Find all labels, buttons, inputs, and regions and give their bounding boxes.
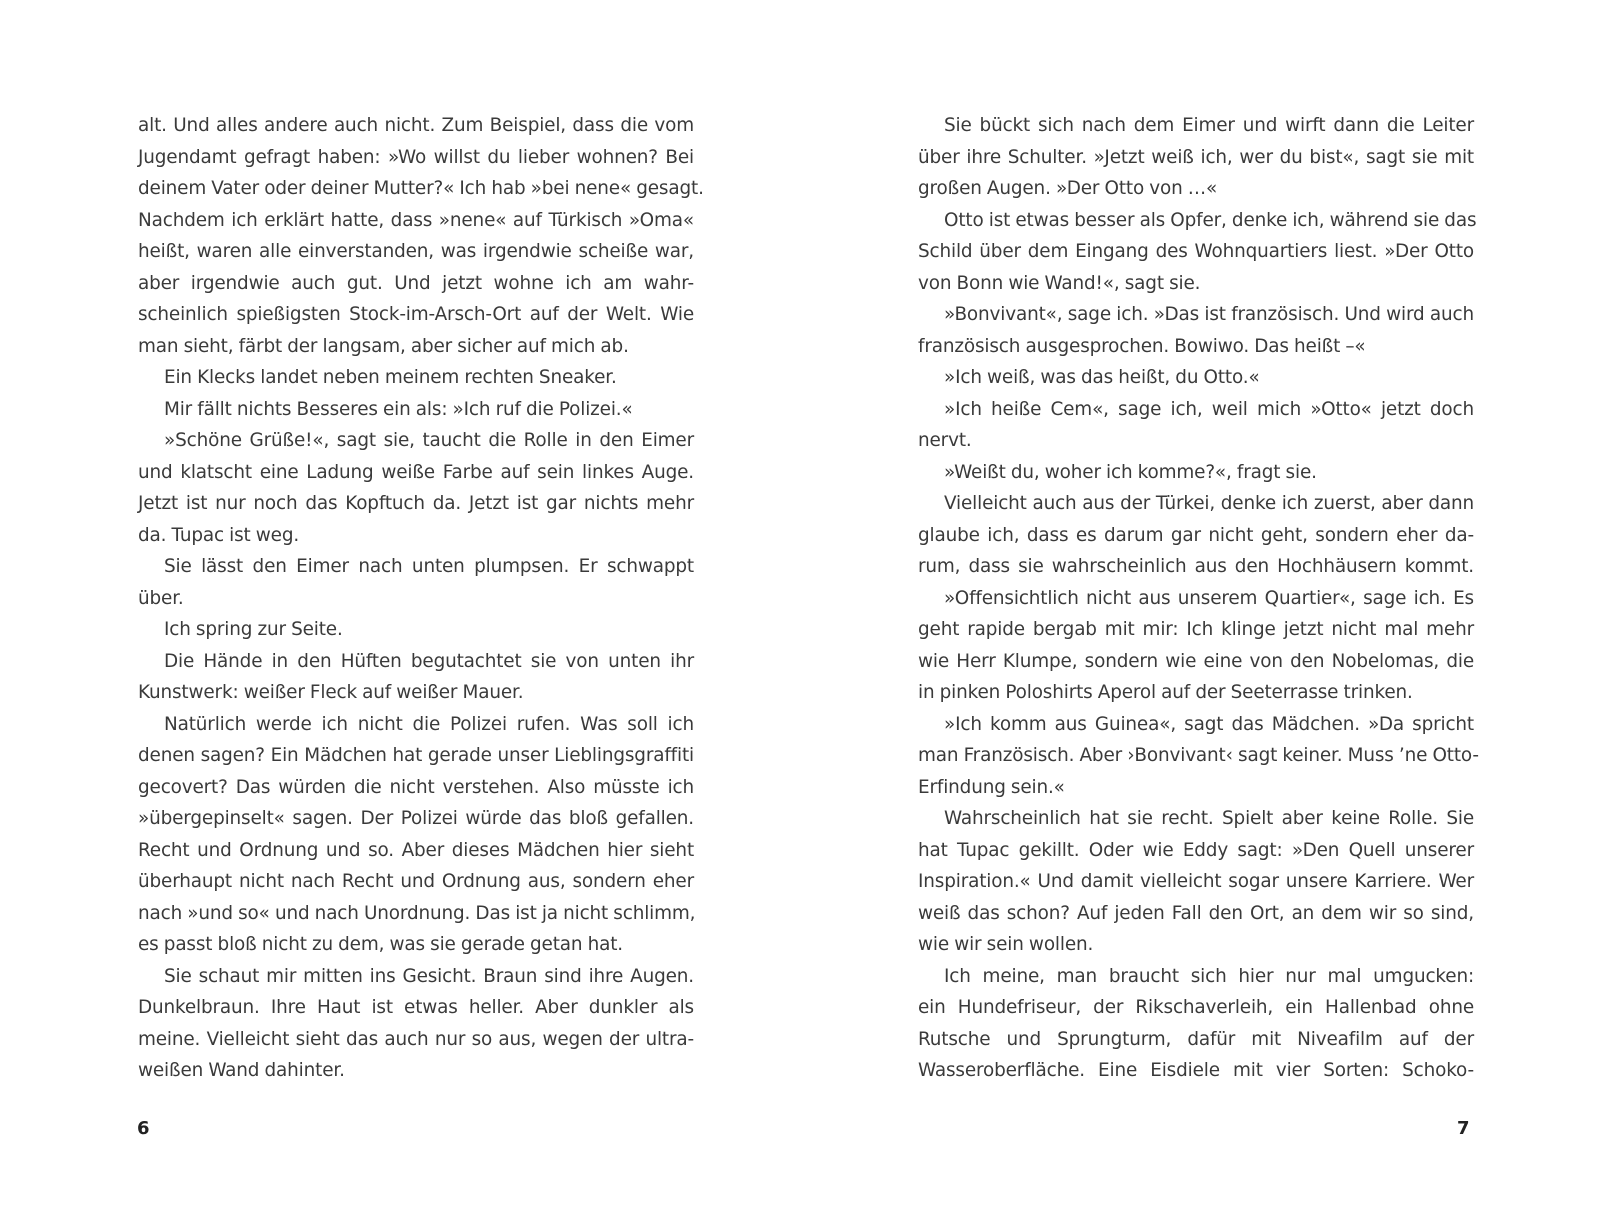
text-line: französisch ausgesprochen. Bowiwo. Das heißt –« <box>918 335 1366 357</box>
text-line: und klatscht eine Ladung weiße Farbe auf sein linkes Auge. <box>138 461 694 483</box>
text-line: »Ich weiß, was das heißt, du Otto.« <box>944 367 1260 388</box>
text-line: Sie lässt den Eimer nach unten plumpsen. Er schwappt <box>164 556 694 577</box>
text-line: großen Augen. »Der Otto von …« <box>918 178 1218 199</box>
page-number-left: 6 <box>137 1118 150 1139</box>
text-line: man Französisch. Aber ›Bonvivant‹ sagt keiner. Muss ’ne Otto- <box>918 745 1479 766</box>
text-line: Wasseroberfläche. Eine Eisdiele mit vier Sorten: Schoko- <box>918 1060 1474 1081</box>
text-line: geht rapide bergab mit mir: Ich klinge jetzt nicht mal mehr <box>918 619 1474 640</box>
text-line: über ihre Schulter. »Jetzt weiß ich, wer du bist«, sagt sie mit <box>918 146 1474 168</box>
text-line: Ein Klecks landet neben meinem rechten Sneaker. <box>164 367 617 388</box>
text-line: heißt, waren alle einverstanden, was irgendwie scheiße war, <box>138 241 694 262</box>
text-line: Rutsche und Sprungturm, dafür mit Niveafilm auf der <box>918 1028 1474 1050</box>
text-line: »Weißt du, woher ich komme?«, fragt sie. <box>944 461 1317 483</box>
text-line: es passt bloß nicht zu dem, was sie gerade getan hat. <box>138 934 623 955</box>
text-line: »übergepinselt« sagen. Der Polizei würde das bloß gefallen. <box>138 808 694 829</box>
text-line: glaube ich, dass es darum gar nicht geht, sondern eher da- <box>918 524 1474 546</box>
text-line: Die Hände in den Hüften begutachtet sie von unten ihr <box>164 650 694 672</box>
text-line: Wahrscheinlich hat sie recht. Spielt aber keine Rolle. Sie <box>944 808 1474 829</box>
text-line: Inspiration.« Und damit vielleicht sogar unsere Karriere. Wer <box>918 871 1474 892</box>
text-line: scheinlich spießigsten Stock-im-Arsch-Ort auf der Welt. Wie <box>138 304 694 325</box>
text-line: in pinken Poloshirts Aperol auf der Seeterrasse trinken. <box>918 682 1413 703</box>
text-line: Otto ist etwas besser als Opfer, denke ich, während sie das <box>944 209 1477 231</box>
text-line: nach »und so« und nach Unordnung. Das ist ja nicht schlimm, <box>138 902 696 924</box>
left-page-text <box>138 110 704 1087</box>
text-line: ein Hundefriseur, der Rikschaverleih, ein Hallenbad ohne <box>918 997 1474 1018</box>
text-line: Kunstwerk: weißer Fleck auf weißer Mauer. <box>138 682 524 703</box>
text-line: überhaupt nicht nach Recht und Ordnung aus, sondern eher <box>138 871 694 892</box>
text-line: Erfindung sein.« <box>918 776 1065 798</box>
text-line: meine. Vielleicht sieht das auch nur so aus, wegen der ultra- <box>138 1028 694 1050</box>
text-line: Nachdem ich erklärt hatte, dass »nene« auf Türkisch »Oma« <box>138 209 694 231</box>
page-number-right: 7 <box>1457 1118 1470 1139</box>
text-line: über. <box>138 587 184 609</box>
text-line: gecovert? Das würden die nicht verstehen. Also müsste ich <box>138 776 694 798</box>
text-line: nervt. <box>918 430 972 451</box>
text-line: Natürlich werde ich nicht die Polizei rufen. Was soll ich <box>164 713 694 735</box>
text-line: alt. Und alles andere auch nicht. Zum Beispiel, dass die vom <box>138 115 694 136</box>
text-line: rum, dass sie wahrscheinlich aus den Hochhäusern kommt. <box>918 556 1474 577</box>
text-line: Vielleicht auch aus der Türkei, denke ich zuerst, aber dann <box>944 493 1474 514</box>
text-line: man sieht, färbt der langsam, aber sicher auf mich ab. <box>138 335 629 357</box>
text-line: Ich spring zur Seite. <box>164 619 343 640</box>
text-line: deinem Vater oder deiner Mutter?« Ich hab »bei nene« gesagt. <box>138 178 704 199</box>
text-line: hat Tupac gekillt. Oder wie Eddy sagt: »Den Quell unserer <box>918 839 1474 861</box>
text-line: »Offensichtlich nicht aus unserem Quartier«, sage ich. Es <box>944 587 1474 609</box>
text-line: Ich meine, man braucht sich hier nur mal umgucken: <box>944 965 1474 987</box>
text-line: von Bonn wie Wand!«, sagt sie. <box>918 272 1201 294</box>
text-line: Jetzt ist nur noch das Kopftuch da. Jetzt ist gar nichts mehr <box>138 493 694 514</box>
text-line: wie wir sein wollen. <box>918 934 1094 955</box>
text-line: da. Tupac ist weg. <box>138 524 300 546</box>
text-line: Recht und Ordnung und so. Aber dieses Mädchen hier sieht <box>138 839 694 861</box>
text-line: »Ich heiße Cem«, sage ich, weil mich »Otto« jetzt doch <box>944 398 1474 420</box>
text-line: Mir fällt nichts Besseres ein als: »Ich ruf die Polizei.« <box>164 398 633 420</box>
text-line: denen sagen? Ein Mädchen hat gerade unser Lieblingsgraffiti <box>138 745 694 766</box>
text-line: Jugendamt gefragt haben: »Wo willst du lieber wohnen? Bei <box>138 146 694 168</box>
text-line: »Ich komm aus Guinea«, sagt das Mädchen. »Da spricht <box>944 713 1474 735</box>
text-line: weiß das schon? Auf jeden Fall den Ort, an dem wir so sind, <box>918 902 1474 924</box>
text-line: aber irgendwie auch gut. Und jetzt wohne ich am wahr- <box>138 272 694 294</box>
text-line: Dunkelbraun. Ihre Haut ist etwas heller. Aber dunkler als <box>138 997 694 1018</box>
text-line: »Bonvivant«, sage ich. »Das ist französisch. Und wird auch <box>944 304 1474 325</box>
text-line: weißen Wand dahinter. <box>138 1060 345 1081</box>
text-line: Schild über dem Eingang des Wohnquartiers liest. »Der Otto <box>918 241 1474 262</box>
right-page-text <box>918 110 1479 1087</box>
text-line: wie Herr Klumpe, sondern wie eine von den Nobelomas, die <box>918 650 1474 672</box>
text-line: Sie schaut mir mitten ins Gesicht. Braun sind ihre Augen. <box>164 965 694 987</box>
text-line: Sie bückt sich nach dem Eimer und wirft dann die Leiter <box>944 115 1474 136</box>
text-line: »Schöne Grüße!«, sagt sie, taucht die Rolle in den Eimer <box>164 430 694 451</box>
